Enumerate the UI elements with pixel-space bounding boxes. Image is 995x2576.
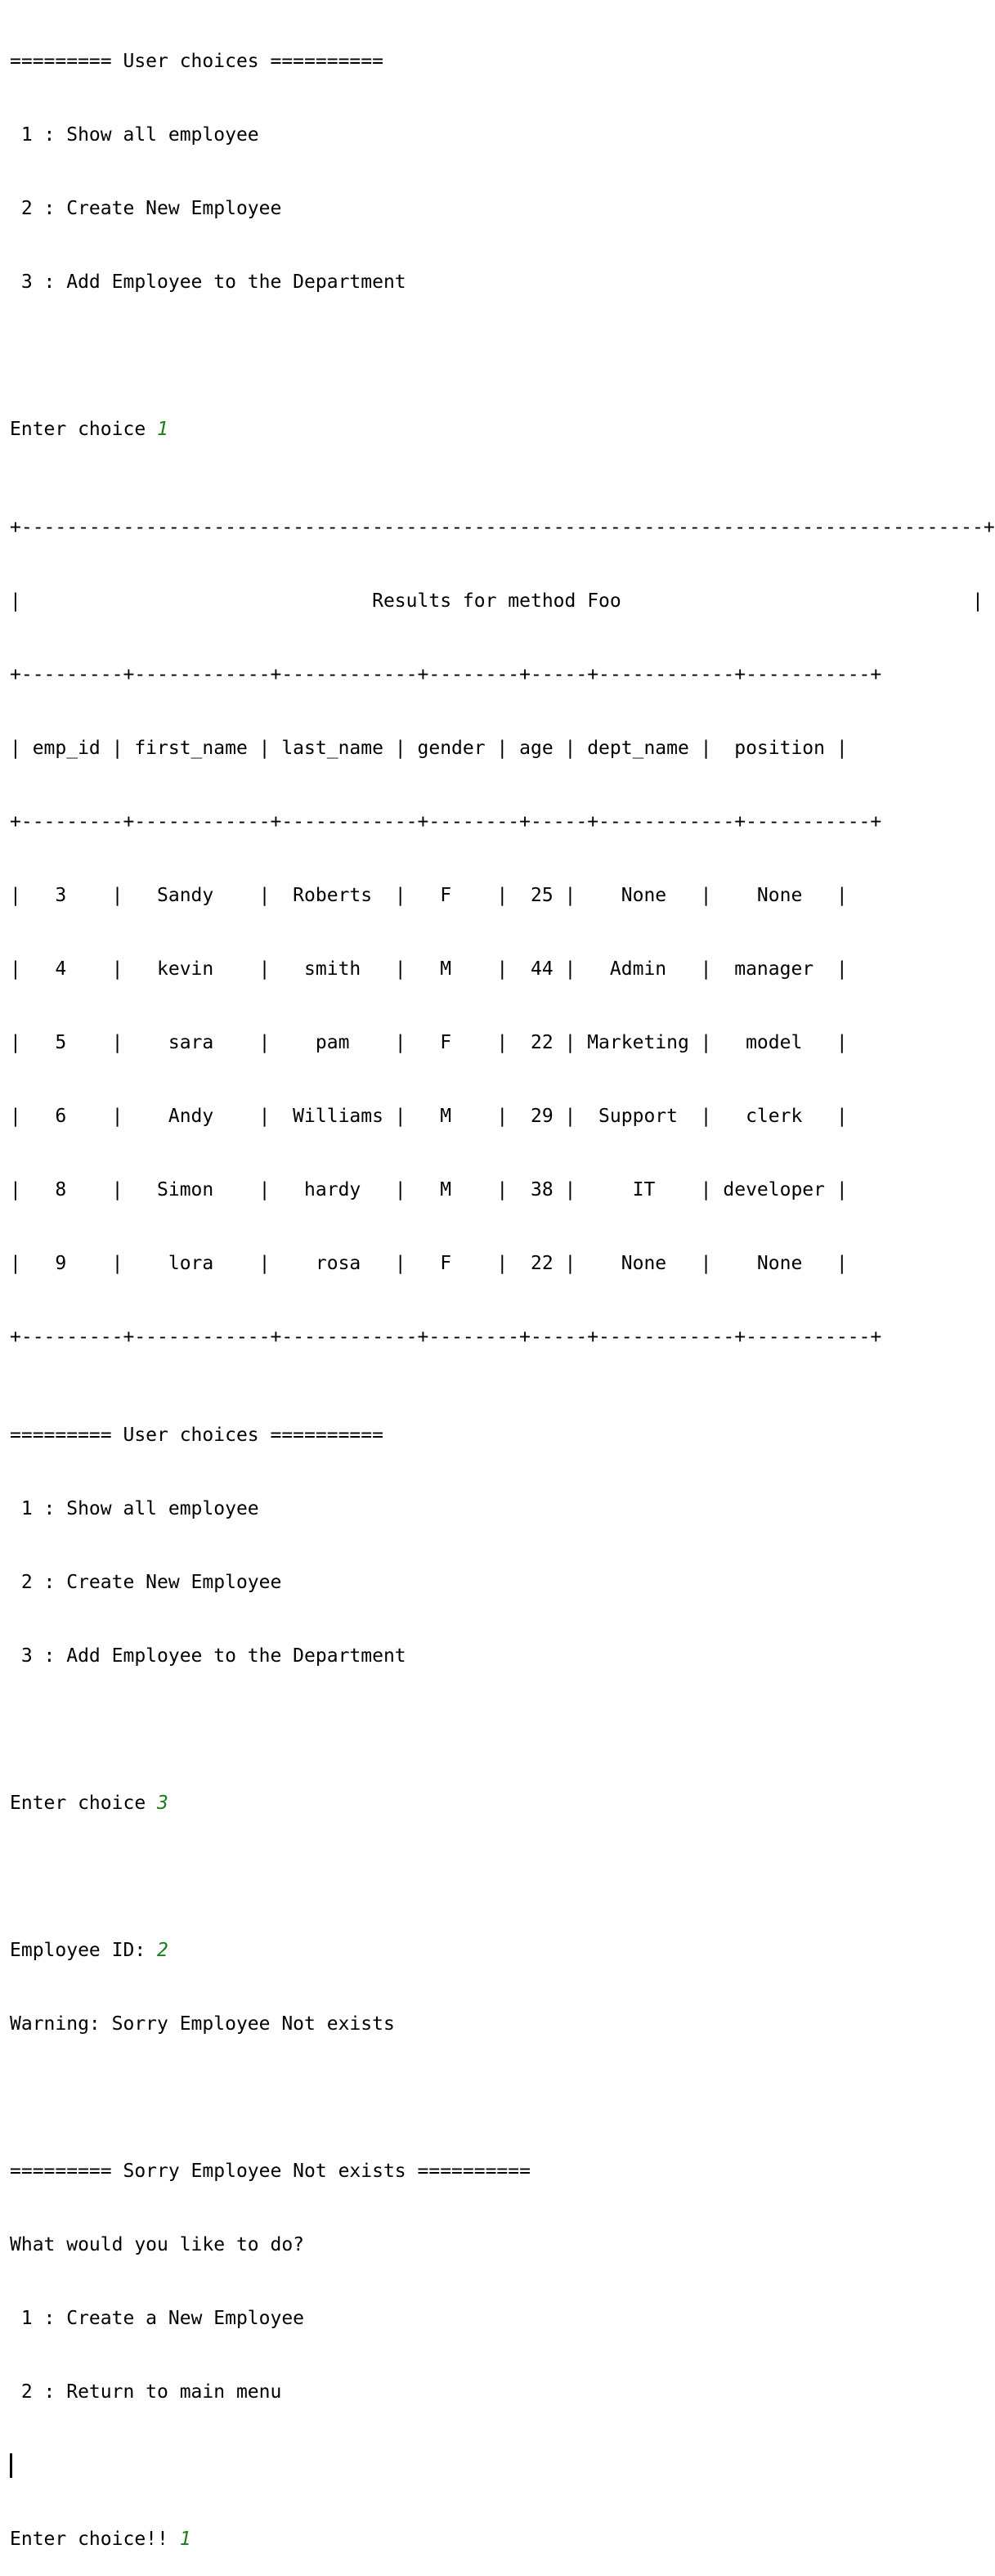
table-row: | 8 | Simon | hardy | M | 38 | IT | developer | (10, 1179, 848, 1200)
sub-option-return: 2 : Return to main menu (10, 2381, 282, 2403)
choice-line-2 (10, 1791, 995, 1815)
table-separator: +---------+------------+------------+--------+-----+------------+-----------+ (10, 664, 882, 685)
question-text: What would you like to do? (10, 2234, 305, 2255)
prompt-text: Enter choice!! (10, 2529, 180, 2550)
menu-option-show-all: 1 : Show all employee (10, 1498, 259, 1519)
user-input: 1 (157, 419, 168, 440)
menu-header: ========= User choices ========== (10, 1425, 383, 1446)
warning-message: Warning: Sorry Employee Not exists (10, 2013, 395, 2035)
table-row: | 9 | lora | rosa | F | 22 | None | None | (10, 1253, 848, 1274)
menu-option-create: 2 : Create New Employee (10, 1572, 282, 1593)
terminal-output[interactable] (10, 0, 995, 2576)
sorry-header: ========= Sorry Employee Not exists ========== (10, 2161, 531, 2182)
employee-id-label: Employee ID: (10, 1940, 158, 1961)
blank-line (10, 343, 995, 368)
blank-line (10, 2085, 995, 2110)
cursor-line[interactable] (10, 2453, 995, 2478)
prompt-text: Enter choice (10, 419, 158, 440)
prompt-text: Enter choice (10, 1793, 158, 1814)
table-row: | 4 | kevin | smith | M | 44 | Admin | manager | (10, 958, 848, 980)
menu-option-create: 2 : Create New Employee (10, 198, 282, 219)
table-row: | 3 | Sandy | Roberts | F | 25 | None | None | (10, 885, 848, 906)
table-title-row: | Results for method Foo | (10, 590, 984, 612)
table-header-row: | emp_id | first_name | last_name | gender | age | dept_name | position | (10, 738, 848, 759)
employee-id-line (10, 1938, 995, 1963)
menu-option-add-to-dept: 3 : Add Employee to the Department (10, 1645, 406, 1667)
menu-option-add-to-dept: 3 : Add Employee to the Department (10, 272, 406, 293)
user-input: 2 (157, 1940, 168, 1961)
table-border-top: +-------------------------------------------------------------------------------------+ (10, 517, 995, 538)
menu-header: ========= User choices ========== (10, 51, 383, 72)
menu-option-show-all: 1 : Show all employee (10, 124, 259, 146)
table-row: | 5 | sara | pam | F | 22 | Marketing | model | (10, 1032, 848, 1053)
blank-line (10, 1865, 995, 1889)
user-input: 1 (179, 2529, 191, 2550)
choice-line-1 (10, 417, 995, 442)
choice-line-final (10, 2527, 995, 2551)
table-separator: +---------+------------+------------+--------+-----+------------+-----------+ (10, 1326, 882, 1348)
blank-line (10, 1717, 995, 1742)
table-separator: +---------+------------+------------+--------+-----+------------+-----------+ (10, 811, 882, 832)
table-row: | 6 | Andy | Williams | M | 29 | Support | clerk | (10, 1106, 848, 1127)
user-input: 3 (157, 1793, 168, 1814)
text-cursor[interactable] (10, 2453, 12, 2478)
sub-option-create: 1 : Create a New Employee (10, 2308, 305, 2329)
